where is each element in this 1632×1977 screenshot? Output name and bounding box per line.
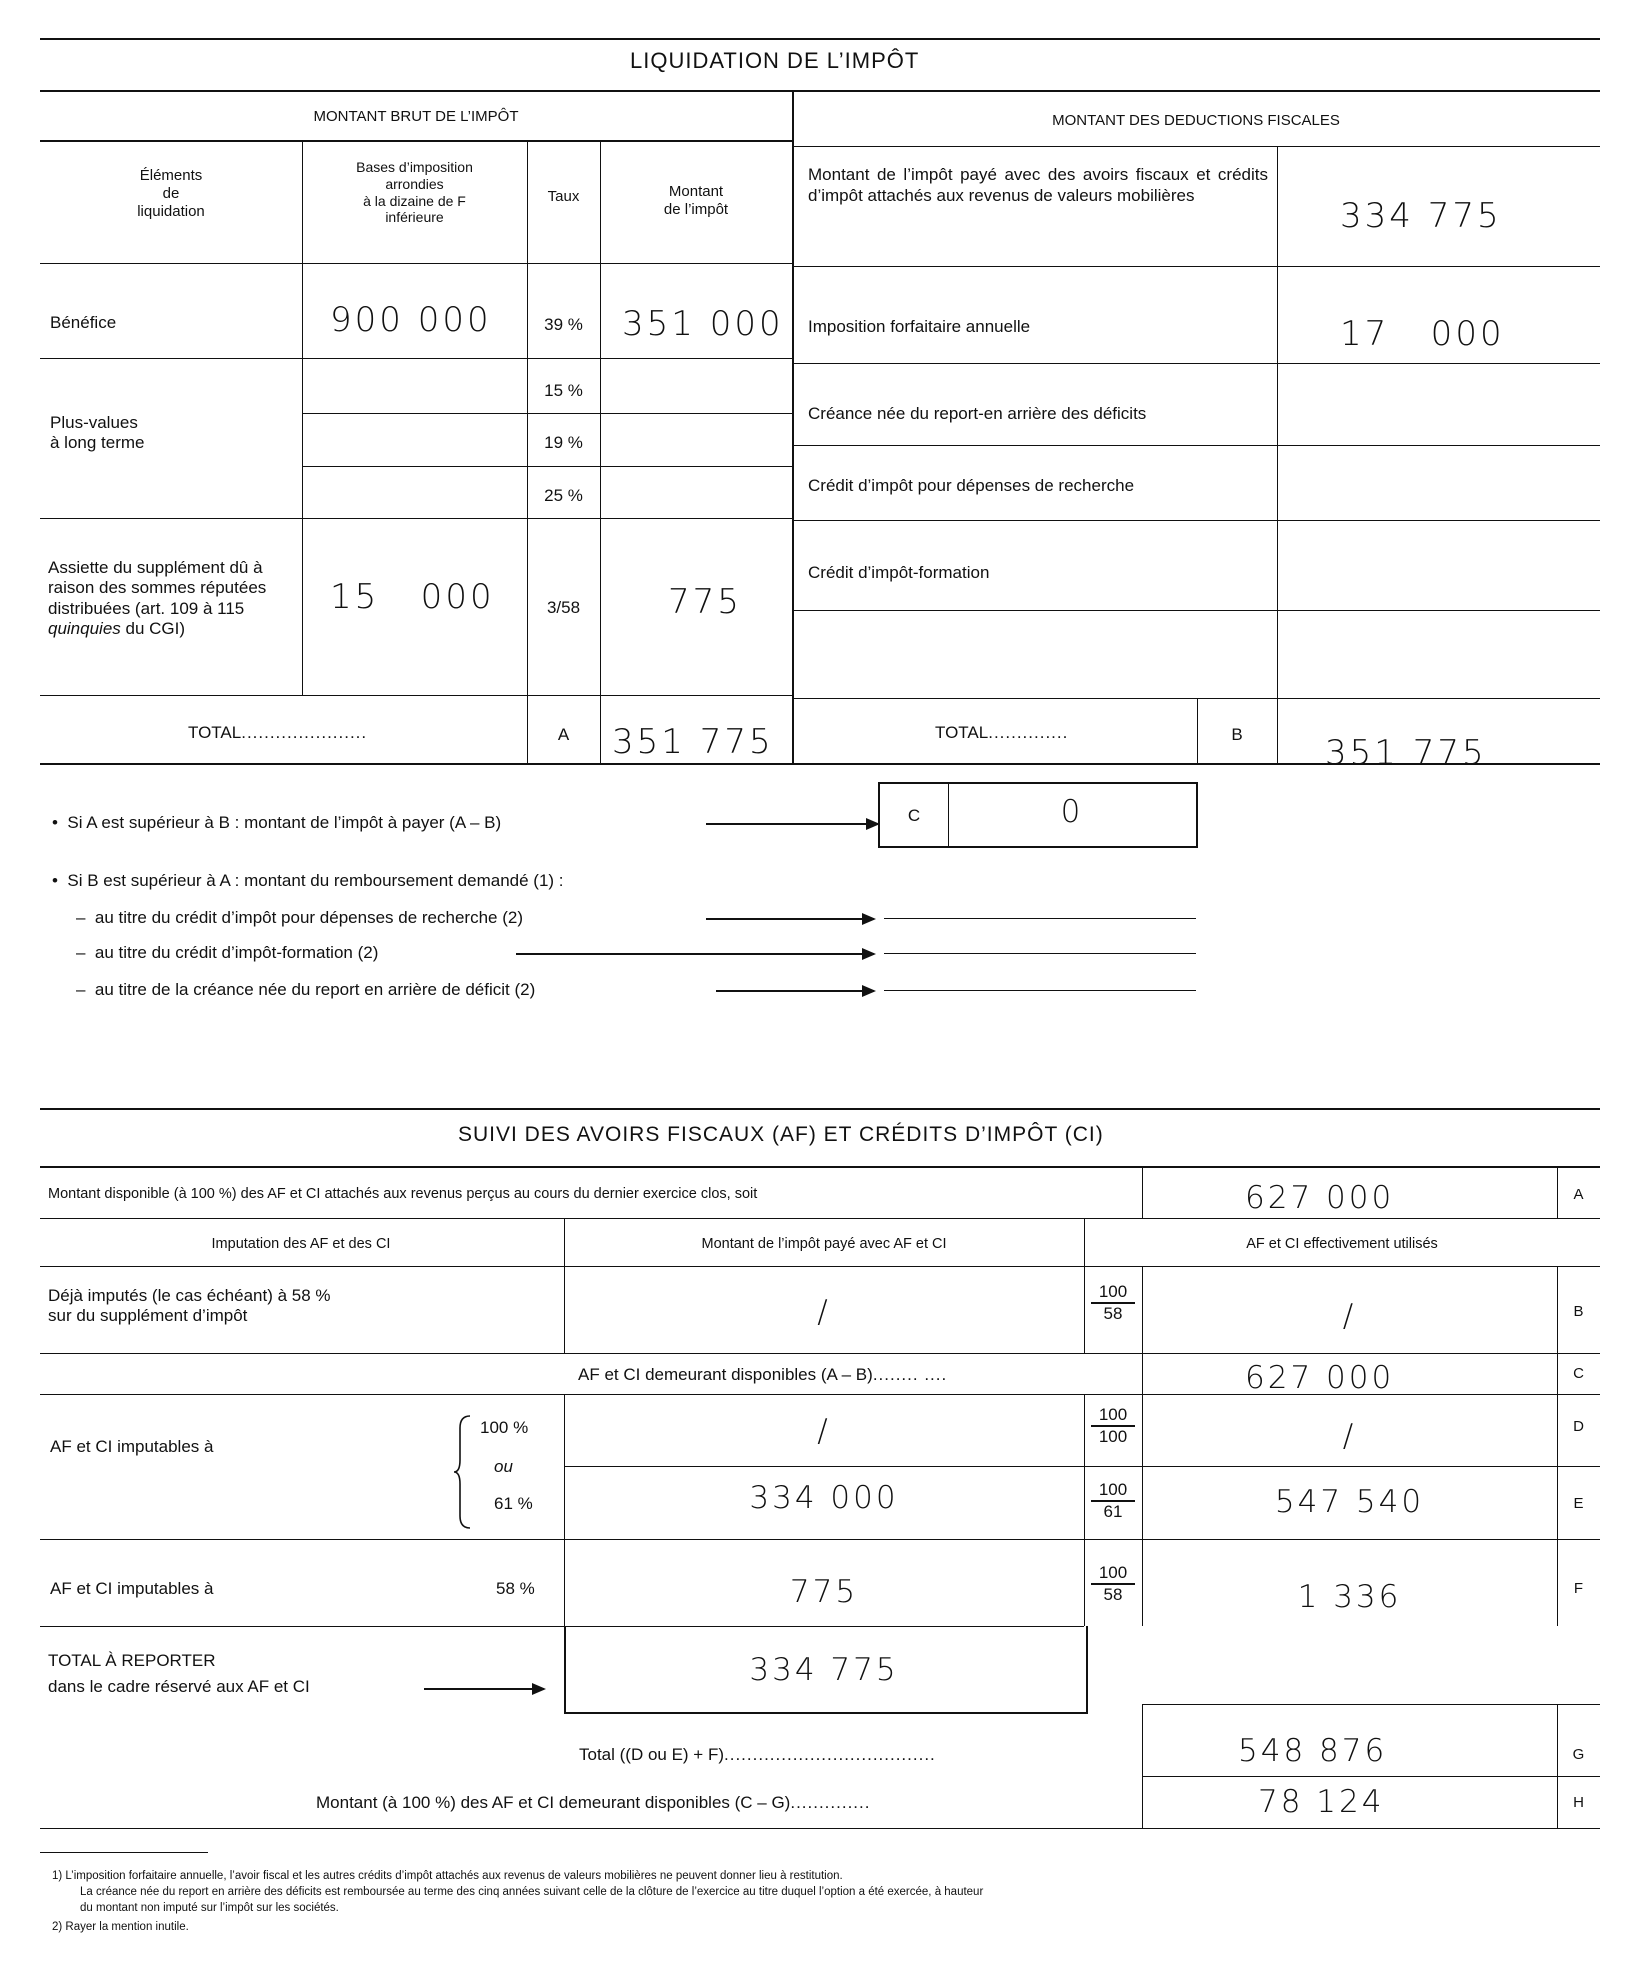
total-a-label: TOTAL...................... [188,723,368,742]
deja-label: Déjà imputés (le cas échéant) à 58 % sur du supplément d’impôt [48,1286,331,1326]
total-a-letter: A [557,725,570,744]
demeurant-value: 627 000 [1245,1360,1395,1396]
creance-label: Créance née du report-en arrière des déficits [808,404,1147,423]
rule [792,698,1600,699]
rule [40,263,792,264]
col-taux: Taux [547,188,580,205]
f-utilises: 1 336 [1297,1579,1402,1615]
footnote-1b: La créance née du report en arrière des déficits est remboursée au terme des cinq années suivant celle de la clôture de l’exercice au titre duquel l’option a été exercée, à hauteur [80,1886,984,1898]
rule [792,266,1600,267]
montant-dispo-label: Montant disponible (à 100 %) des AF et CI attachés aux revenus perçus au cours du dernier exercice clos, soit [48,1186,758,1202]
col-imputation: Imputation des AF et des CI [211,1236,391,1252]
remb-recherche: – au titre du crédit d’impôt pour dépenses de recherche (2) [76,908,523,927]
rule [40,1218,1600,1219]
assiette-taux: 3/58 [546,598,581,617]
divider [1277,146,1278,765]
pct-61: 61 % [494,1494,533,1513]
si-b-line: • Si B est supérieur à A : montant du remboursement demandé (1) : [52,871,564,890]
rule [40,1108,1600,1110]
benefice-taux: 39 % [544,315,583,334]
divider [1084,1218,1085,1353]
answer-line [884,953,1196,954]
rule [40,695,792,696]
divider [1084,1394,1085,1626]
si-a-line: • Si A est supérieur à B : montant de l’impôt à payer (A – B) [52,813,502,832]
ifa-label: Imposition forfaitaire annuelle [808,317,1031,336]
rule [302,413,792,414]
d-montant: / [817,1413,831,1449]
brace [452,1414,474,1530]
deja-montant: / [817,1294,831,1330]
rule [40,763,1600,765]
letter-a: A [1573,1186,1584,1203]
letter-f: F [1573,1580,1584,1597]
f-montant: 775 [789,1574,859,1610]
ou: ou [494,1457,513,1476]
footnote-1c: du montant non imputé sur l’impôt sur les sociétés. [80,1902,339,1914]
letter-e: E [1573,1495,1584,1512]
deja-utilises: / [1342,1298,1357,1334]
e-utilises: 547 540 [1274,1484,1425,1520]
rule [792,610,1600,611]
divider [564,1218,565,1353]
rule [40,1266,1600,1267]
rule [40,1166,1600,1168]
arrow-to-c [706,823,878,825]
col-bases: Bases d’imposition arrondies à la dizaine de F inférieure [356,159,473,226]
divider [1142,1704,1143,1828]
total-reporter-label-1: TOTAL À REPORTER [48,1651,216,1670]
benefice-label: Bénéfice [50,313,117,332]
rule [792,445,1600,446]
f-label: AF et CI imputables à [50,1579,214,1598]
e-montant: 334 000 [749,1480,899,1516]
h-label: Montant (à 100 %) des AF et CI demeurant disponibles (C – G).............. [316,1793,871,1812]
total-b-value: 351 775 [1325,733,1487,773]
f-fraction: 100 58 [1091,1563,1135,1606]
letter-d: D [1573,1418,1584,1435]
rule [40,518,792,519]
f-pct: 58 % [496,1579,535,1598]
rule [792,363,1600,364]
c-letter: C [907,806,921,825]
divider [600,140,601,765]
answer-line [884,918,1196,919]
taux-25: 25 % [544,486,583,505]
taux-15: 15 % [544,381,583,400]
rule [302,466,792,467]
taux-19: 19 % [544,433,583,452]
plus-values-label: Plus-values à long terme [50,413,145,453]
total-g-label: Total ((D ou E) + F)..................................... [579,1745,936,1764]
c-value: 0 [1060,794,1084,830]
rule [40,1353,1600,1354]
d-fraction: 100 100 [1091,1405,1135,1448]
col-montant: Montant de l’impôt [663,183,729,218]
top-rule [40,38,1600,40]
arrow [424,1688,544,1690]
rule [40,140,792,142]
divider [1142,1166,1143,1218]
arrow [716,990,874,992]
deja-fraction: 100 58 [1091,1282,1135,1325]
demeurant-label: AF et CI demeurant disponibles (A – B)........ .... [578,1365,948,1384]
divider [792,90,794,765]
rule [1142,1776,1600,1777]
total-a-value: 351 775 [612,722,774,762]
footnote-2: 2) Rayer la mention inutile. [52,1921,189,1933]
rule [40,1828,1600,1829]
arrow [516,953,874,955]
total-g-value: 548 876 [1238,1733,1388,1769]
divider [948,782,949,846]
rule [40,1539,1600,1540]
brut-header: MONTANT BRUT DE L’IMPÔT [313,108,519,125]
formation-label: Crédit d’impôt-formation [808,563,990,582]
total-b-letter: B [1231,725,1243,744]
total-reporter-label-2: dans le cadre réservé aux AF et CI [48,1677,310,1696]
footnote-rule [40,1852,208,1853]
suivi-title: SUIVI DES AVOIRS FISCAUX (AF) ET CRÉDITS D’IMPÔT (CI) [458,1123,1104,1146]
total-reporter-value: 334 775 [749,1652,899,1688]
total-b-label: TOTAL.............. [935,723,1069,742]
avoirs-value: 334 775 [1340,196,1502,236]
footnote-1a: 1) L’imposition forfaitaire annuelle, l’avoir fiscal et les autres crédits d’impôt attachés aux revenus de valeurs mobilières ne peuvent donner lieu à restitution. [52,1870,843,1882]
col-elements: Éléments de liquidation [137,167,205,220]
montant-dispo-value: 627 000 [1245,1180,1395,1216]
rule [1142,1704,1600,1705]
remb-formation: – au titre du crédit d’impôt-formation (2) [76,943,379,962]
rule [40,1394,1600,1395]
ifa-value: 17 000 [1340,314,1505,354]
benefice-montant: 351 000 [622,304,784,344]
rule [792,146,1600,147]
rule [40,358,792,359]
answer-line [884,990,1196,991]
col-utilises: AF et CI effectivement utilisés [1246,1236,1438,1252]
arrow [706,918,874,920]
benefice-base: 900 000 [330,300,492,340]
col-montant-impot: Montant de l’impôt payé avec AF et CI [701,1236,947,1252]
deductions-header: MONTANT DES DEDUCTIONS FISCALES [1052,112,1340,129]
h-value: 78 124 [1258,1784,1385,1820]
e-fraction: 100 61 [1091,1480,1135,1523]
letter-c: C [1573,1365,1584,1382]
assiette-label: Assiette du supplément dû à raison des sommes réputées distribuées (art. 109 à 115 quinquies du CGI) [48,558,267,639]
assiette-montant: 775 [668,582,742,622]
recherche-label: Crédit d’impôt pour dépenses de recherche [808,476,1135,495]
remb-creance: – au titre de la créance née du report en arrière de déficit (2) [76,980,536,999]
rule [564,1466,1600,1467]
avoirs-label: Montant de l’impôt payé avec des avoirs fiscaux et crédits d’impôt attachés aux revenus de valeurs mobilières [808,165,1268,206]
letter-b: B [1573,1303,1584,1320]
rule [40,90,1600,92]
letter-h: H [1573,1794,1584,1811]
liquidation-title: LIQUIDATION DE L’IMPÔT [630,48,920,73]
pct-100: 100 % [480,1418,529,1437]
imputables-label: AF et CI imputables à [50,1437,214,1456]
rule [792,520,1600,521]
letter-g: G [1572,1746,1585,1763]
assiette-base: 15 000 [330,577,495,617]
d-utilises: / [1342,1418,1357,1454]
